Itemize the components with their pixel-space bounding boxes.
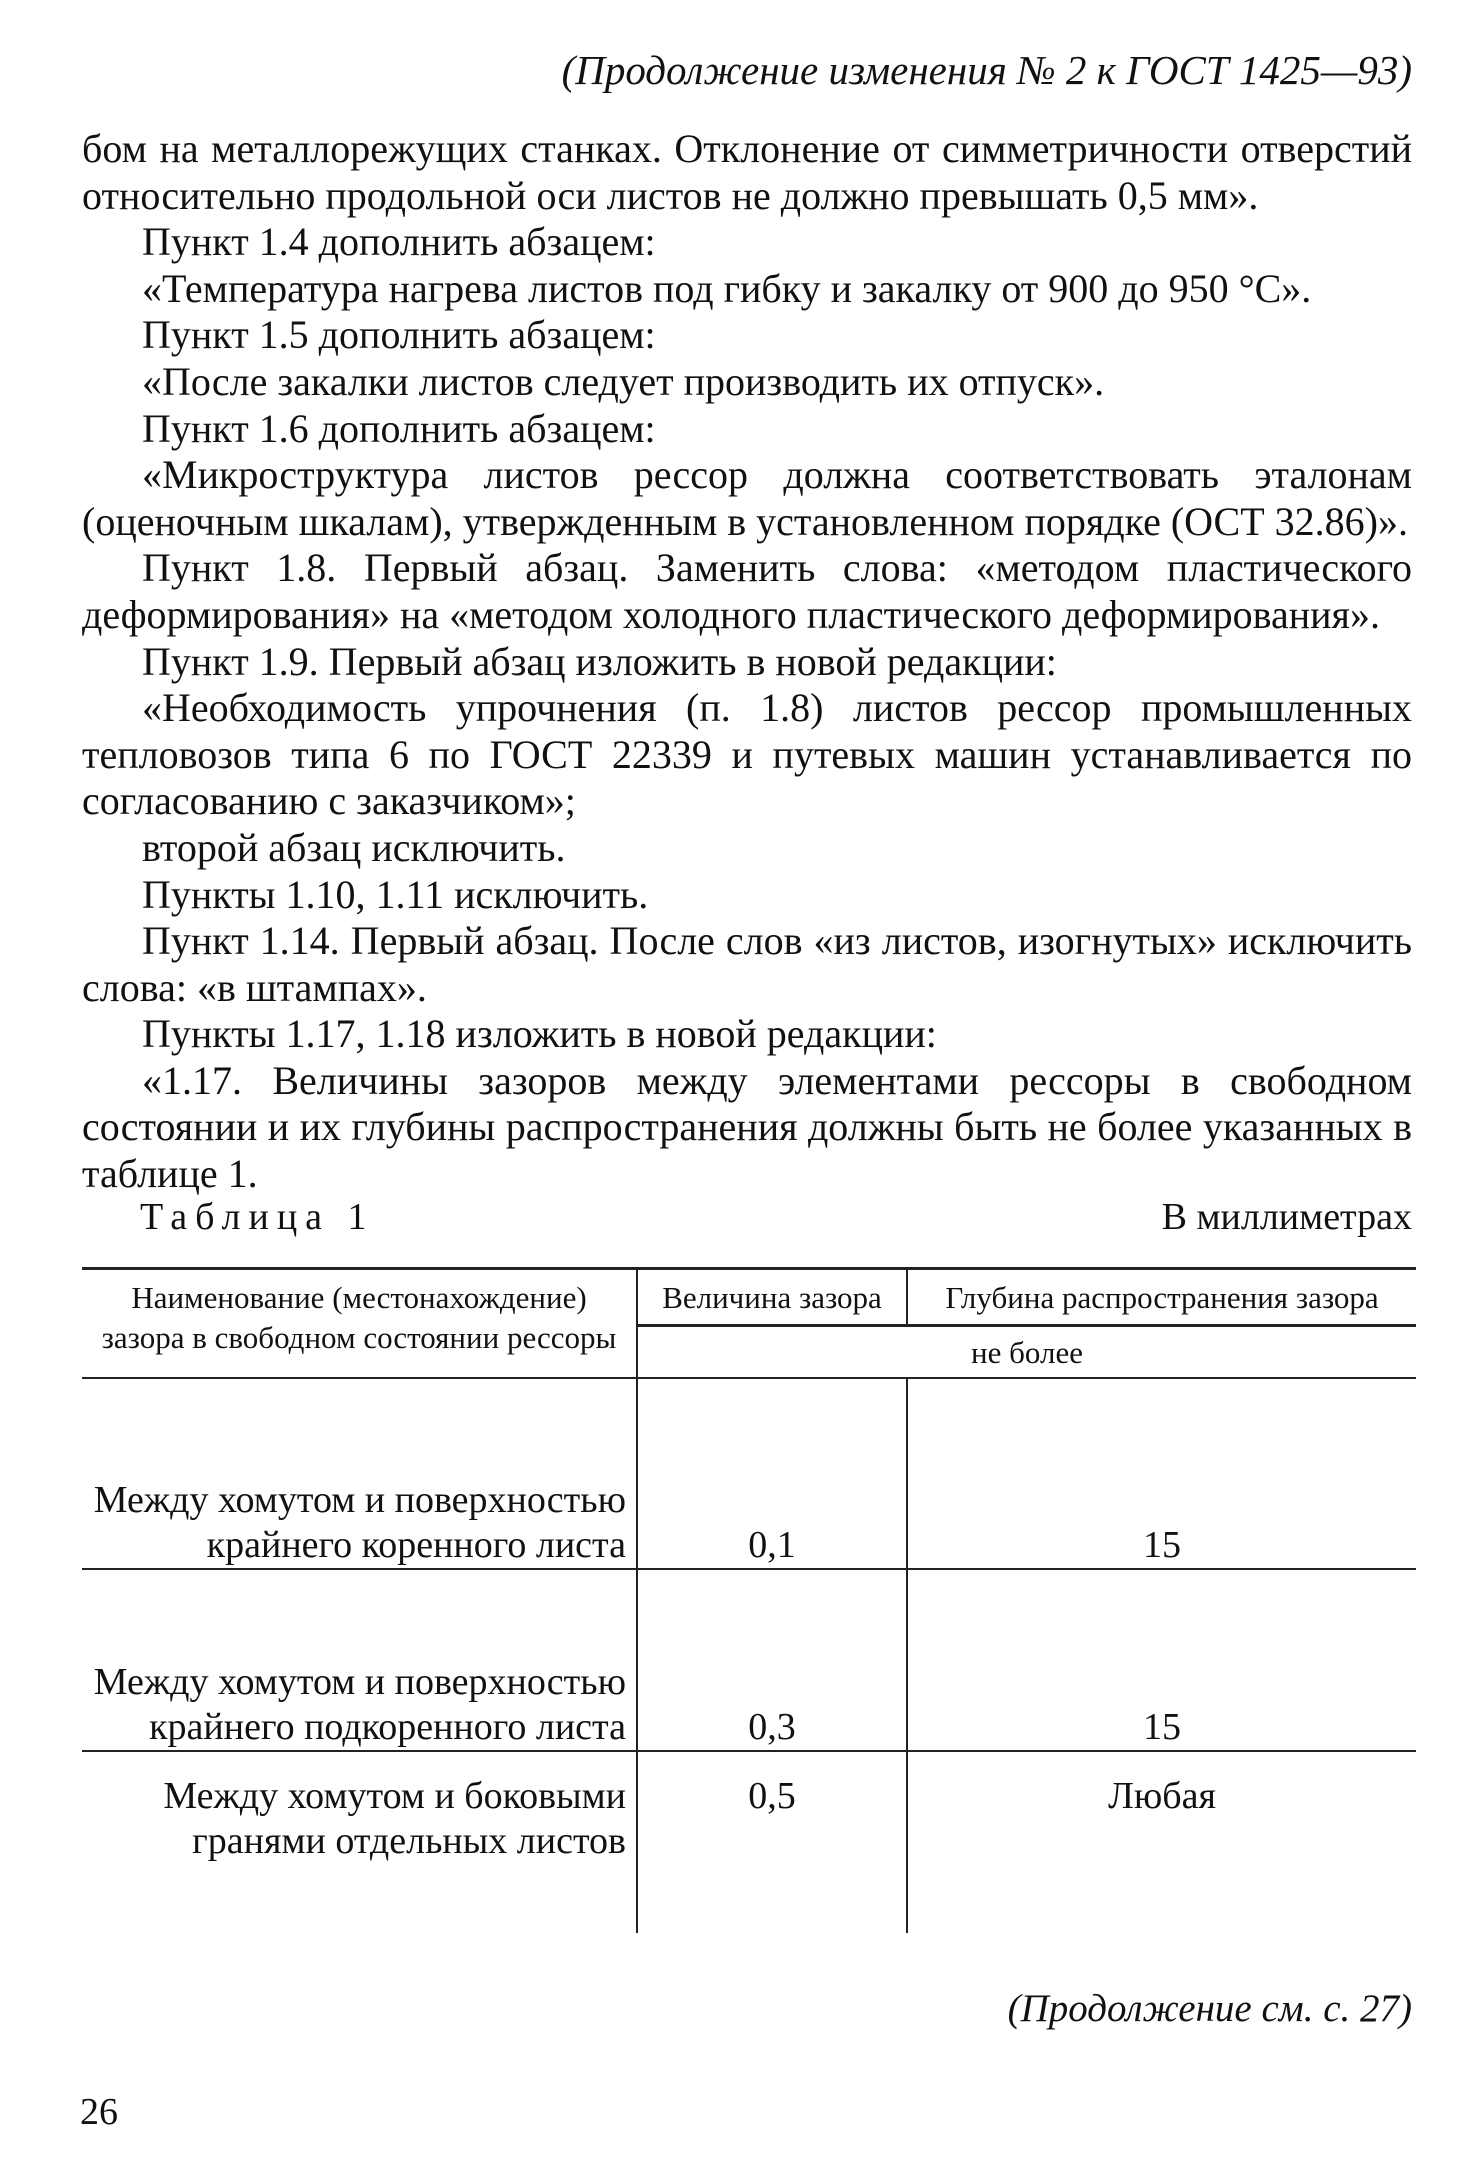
table-row bbox=[82, 1751, 1416, 1899]
running-header: (Продолжение изменения № 2 к ГОСТ 1425—93) bbox=[561, 47, 1412, 93]
gap-name-cell: Между хомутом и поверхностью крайнего коренного листа bbox=[82, 1378, 637, 1569]
gap-name-cell: Между хомутом и поверхностью крайнего подкоренного листа bbox=[82, 1569, 637, 1751]
table-units: В миллиметрах bbox=[1161, 1196, 1412, 1238]
paragraph: «Необходимость упрочнения (п. 1.8) листов рессор промышленных тепловозов типа 6 по ГОСТ 22339 и путевых машин устанавливается по согласованию с заказчиком»; bbox=[82, 685, 1412, 824]
paragraph: Пункты 1.10, 1.11 исключить. bbox=[142, 871, 649, 917]
tail-cell bbox=[82, 1899, 637, 1933]
paragraph: Пункт 1.14. Первый абзац. После слов «из листов, изогнутых» исключить слова: «в штампах». bbox=[82, 918, 1412, 1010]
paragraph: Пункт 1.8. Первый абзац. Заменить слова: «методом пластического деформирования» на «методом холодного пластического деформирования». bbox=[82, 545, 1412, 637]
table-row bbox=[82, 1569, 1416, 1751]
gap-size-cell: 0,1 bbox=[637, 1378, 907, 1569]
paragraph: «После закалки листов следует производить их отпуск». bbox=[142, 358, 1105, 404]
gap-depth-cell: 15 bbox=[907, 1569, 1416, 1751]
gap-size-cell: 0,5 bbox=[637, 1751, 907, 1899]
header-gap-depth: Глубина распространения зазора bbox=[907, 1269, 1416, 1326]
table-tail bbox=[82, 1899, 1416, 1933]
page-number: 26 bbox=[80, 2091, 118, 2133]
header-limit: не более bbox=[637, 1326, 1416, 1379]
paragraph: Пункт 1.5 дополнить абзацем: bbox=[142, 312, 656, 358]
table-row bbox=[82, 1378, 1416, 1569]
paragraph: бом на металлорежущих станках. Отклонение от симметричности отверстий относительно продольной оси листов не должно превышать 0,5 мм». bbox=[82, 126, 1412, 218]
paragraph: «Микроструктура листов рессор должна соответствовать эталонам (оценочным шкалам), утвержденным в установленном порядке (ОСТ 32.86)». bbox=[82, 452, 1412, 544]
paragraph: второй абзац исключить. bbox=[142, 824, 566, 870]
paragraph: Пункт 1.6 дополнить абзацем: bbox=[142, 405, 656, 451]
paragraph: Пункт 1.4 дополнить абзацем: bbox=[142, 219, 656, 265]
paragraph: «1.17. Величины зазоров между элементами рессоры в свободном состоянии и их глубины распространения должны быть не более указанных в таблице 1. bbox=[82, 1057, 1412, 1197]
paragraph: «Температура нагрева листов под гибку и закалку от 900 до 950 °С». bbox=[142, 265, 1312, 311]
gap-depth-cell: Любая bbox=[907, 1751, 1416, 1899]
body-text bbox=[82, 126, 1412, 1198]
gap-name-cell: Между хомутом и боковыми гранями отдельных листов bbox=[163, 1775, 626, 1862]
table-caption: Таблица 1 bbox=[140, 1196, 375, 1238]
header-gap-name: Наименование (местонахождение) зазора в свободном состоянии рессоры bbox=[82, 1269, 637, 1379]
continuation-note: (Продолжение см. с. 27) bbox=[1007, 1987, 1412, 2030]
gap-depth-cell: 15 bbox=[907, 1378, 1416, 1569]
header-gap-size: Величина зазора bbox=[637, 1269, 907, 1326]
gap-size-cell: 0,3 bbox=[637, 1569, 907, 1751]
gap-table bbox=[82, 1267, 1416, 1933]
tail-cell bbox=[637, 1899, 907, 1933]
paragraph: Пункт 1.9. Первый абзац изложить в новой редакции: bbox=[142, 638, 1057, 684]
paragraph: Пункты 1.17, 1.18 изложить в новой редакции: bbox=[142, 1011, 937, 1057]
tail-cell bbox=[907, 1899, 1416, 1933]
